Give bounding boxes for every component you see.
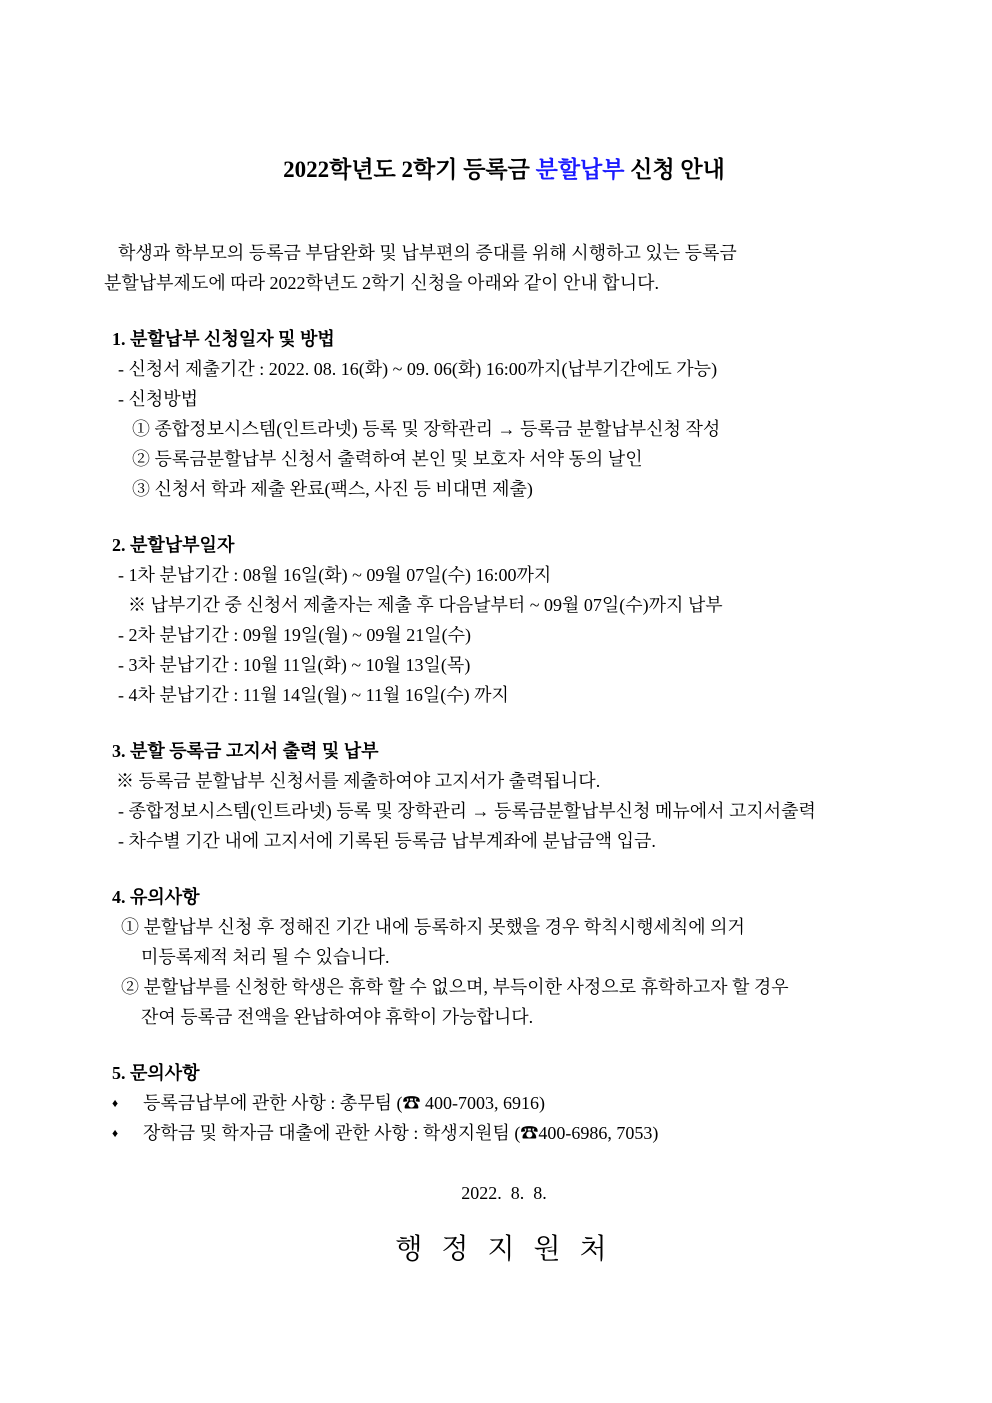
section-line: - 3차 분납기간 : 10월 11일(화) ~ 10월 13일(목) bbox=[118, 655, 471, 675]
section-inquiries bbox=[104, 1058, 904, 1148]
section-heading: 1. 분할납부 신청일자 및 방법 bbox=[112, 329, 335, 349]
date-line: 2022. 8. 8. bbox=[461, 1183, 547, 1203]
contact-text: 등록금납부에 관한 사항 : 총무팀 (☎ 400-7003, 6916) bbox=[143, 1093, 546, 1113]
section-line: ① 종합정보시스템(인트라넷) 등록 및 장학관리 → 등록금 분할납부신청 작성 bbox=[132, 419, 721, 439]
section-line: ③ 신청서 학과 제출 완료(팩스, 사진 등 비대면 제출) bbox=[132, 479, 533, 499]
intro-paragraph bbox=[104, 238, 904, 298]
section-line: ② 등록금분할납부 신청서 출력하여 본인 및 보호자 서약 동의 날인 bbox=[132, 449, 643, 469]
intro-line-1: 학생과 학부모의 등록금 부담완화 및 납부편의 증대를 위해 시행하고 있는 등록금 bbox=[118, 243, 737, 263]
section-heading: 5. 문의사항 bbox=[112, 1063, 200, 1083]
contact-item-tuition bbox=[112, 1088, 904, 1118]
section-line: - 2차 분납기간 : 09월 19일(월) ~ 09월 21일(수) bbox=[118, 625, 471, 645]
signature-office-name: 행 정 지 원 처 bbox=[395, 1234, 613, 1265]
section-line: - 4차 분납기간 : 11월 14일(월) ~ 11월 16일(수) 까지 bbox=[118, 685, 509, 705]
section-line: - 차수별 기간 내에 고지서에 기록된 등록금 납부계좌에 분납금액 입금. bbox=[118, 831, 656, 851]
diamond-bullet-icon: ♦ bbox=[112, 1096, 119, 1110]
contact-text: 장학금 및 학자금 대출에 관한 사항 : 학생지원팀 (☎400-6986, 7053) bbox=[143, 1123, 659, 1143]
section-heading: 3. 분할 등록금 고지서 출력 및 납부 bbox=[112, 741, 379, 761]
title-highlight: 분할납부 bbox=[535, 157, 625, 182]
section-line: 잔여 등록금 전액을 완납하여야 휴학이 가능합니다. bbox=[141, 1007, 534, 1027]
section-line: ※ 등록금 분할납부 신청서를 제출하여야 고지서가 출력됩니다. bbox=[116, 771, 601, 791]
section-payment-dates bbox=[104, 530, 904, 710]
section-line: ※ 납부기간 중 신청서 제출자는 제출 후 다음날부터 ~ 09월 07일(수)까지 납부 bbox=[128, 595, 723, 615]
section-line: - 1차 분납기간 : 08월 16일(화) ~ 09월 07일(수) 16:00까지 bbox=[118, 565, 552, 585]
section-line: - 신청방법 bbox=[118, 389, 199, 409]
section-application-method bbox=[104, 324, 904, 504]
section-line: - 신청서 제출기간 : 2022. 08. 16(화) ~ 09. 06(화) 16:00까지(납부기간에도 가능) bbox=[118, 359, 718, 379]
section-line: ② 분할납부를 신청한 학생은 휴학 할 수 없으며, 부득이한 사정으로 휴학하고자 할 경우 bbox=[121, 977, 789, 997]
section-heading: 4. 유의사항 bbox=[112, 887, 200, 907]
section-heading: 2. 분할납부일자 bbox=[112, 535, 235, 555]
section-bill-print-payment bbox=[104, 736, 904, 856]
section-line: ① 분할납부 신청 후 정해진 기간 내에 등록하지 못했을 경우 학칙시행세칙에 의거 bbox=[121, 917, 745, 937]
section-line: 미등록제적 처리 될 수 있습니다. bbox=[141, 947, 390, 967]
title-text-pre: 2022학년도 2학기 등록금 bbox=[283, 157, 536, 182]
section-cautions bbox=[104, 882, 904, 1032]
section-line: - 종합정보시스템(인트라넷) 등록 및 장학관리 → 등록금분할납부신청 메뉴에서 고지서출력 bbox=[118, 801, 816, 821]
document-title bbox=[104, 152, 904, 188]
intro-line-2: 분할납부제도에 따라 2022학년도 2학기 신청을 아래와 같이 안내 합니다. bbox=[104, 273, 659, 293]
diamond-bullet-icon: ♦ bbox=[112, 1126, 119, 1140]
title-text-post: 신청 안내 bbox=[624, 157, 725, 182]
contact-item-scholarship bbox=[112, 1118, 904, 1148]
